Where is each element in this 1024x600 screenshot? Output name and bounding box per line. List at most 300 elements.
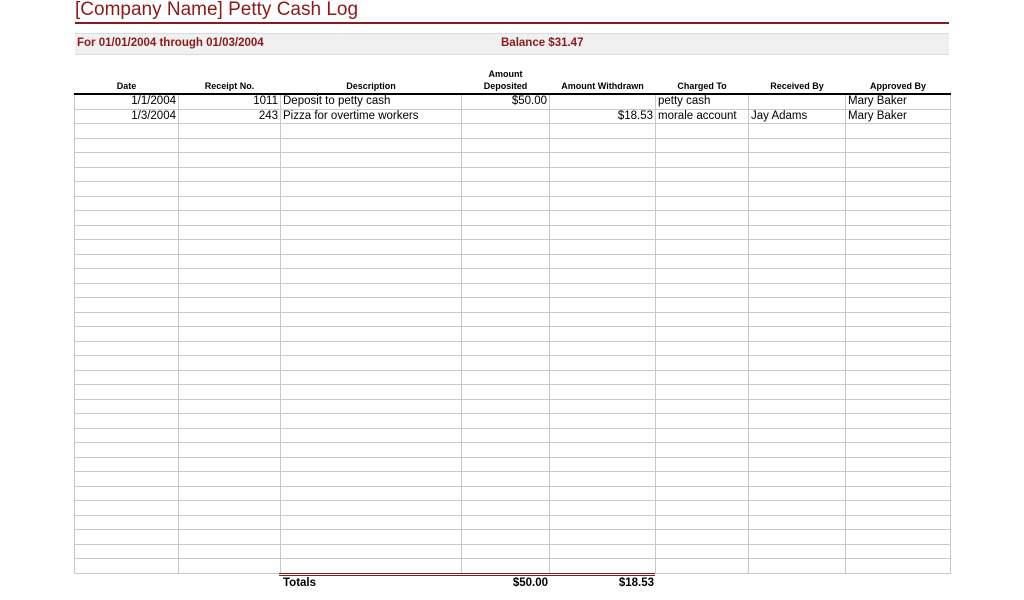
cell-date[interactable] bbox=[75, 283, 179, 298]
cell-deposited[interactable] bbox=[462, 138, 550, 153]
cell-description[interactable] bbox=[281, 182, 462, 197]
cell-deposited[interactable] bbox=[462, 385, 550, 400]
cell-receipt[interactable] bbox=[179, 254, 281, 269]
table-row[interactable] bbox=[75, 109, 951, 124]
cell-received[interactable] bbox=[749, 182, 846, 197]
cell-charged[interactable] bbox=[656, 327, 749, 342]
table-row[interactable] bbox=[75, 182, 951, 197]
cell-withdrawn[interactable] bbox=[550, 385, 656, 400]
cell-approved[interactable] bbox=[846, 443, 951, 458]
table-row[interactable] bbox=[75, 312, 951, 327]
cell-approved[interactable] bbox=[846, 167, 951, 182]
cell-withdrawn[interactable] bbox=[550, 312, 656, 327]
cell-receipt[interactable] bbox=[179, 414, 281, 429]
cell-receipt[interactable] bbox=[179, 124, 281, 139]
cell-deposited[interactable] bbox=[462, 356, 550, 371]
cell-received[interactable] bbox=[749, 544, 846, 559]
table-row[interactable] bbox=[75, 544, 951, 559]
cell-description[interactable] bbox=[281, 167, 462, 182]
cell-received[interactable] bbox=[749, 530, 846, 545]
cell-description[interactable] bbox=[281, 225, 462, 240]
cell-withdrawn[interactable] bbox=[550, 153, 656, 168]
cell-description[interactable] bbox=[281, 472, 462, 487]
cell-withdrawn[interactable] bbox=[550, 124, 656, 139]
cell-approved[interactable] bbox=[846, 385, 951, 400]
cell-receipt[interactable] bbox=[179, 153, 281, 168]
cell-description[interactable] bbox=[281, 428, 462, 443]
cell-deposited[interactable] bbox=[462, 472, 550, 487]
cell-charged[interactable] bbox=[656, 124, 749, 139]
cell-charged[interactable] bbox=[656, 399, 749, 414]
cell-withdrawn[interactable] bbox=[550, 414, 656, 429]
cell-charged[interactable] bbox=[656, 501, 749, 516]
cell-approved[interactable] bbox=[846, 544, 951, 559]
cell-withdrawn[interactable] bbox=[550, 254, 656, 269]
cell-withdrawn[interactable] bbox=[550, 138, 656, 153]
table-row[interactable] bbox=[75, 399, 951, 414]
cell-deposited[interactable] bbox=[462, 182, 550, 197]
table-row[interactable] bbox=[75, 472, 951, 487]
cell-charged[interactable]: petty cash bbox=[656, 94, 749, 109]
cell-withdrawn[interactable] bbox=[550, 240, 656, 255]
cell-withdrawn[interactable] bbox=[550, 544, 656, 559]
cell-received[interactable] bbox=[749, 153, 846, 168]
cell-date[interactable] bbox=[75, 559, 179, 574]
cell-receipt[interactable] bbox=[179, 298, 281, 313]
cell-withdrawn[interactable] bbox=[550, 428, 656, 443]
cell-deposited[interactable] bbox=[462, 370, 550, 385]
cell-withdrawn[interactable] bbox=[550, 501, 656, 516]
col-header-deposited-line1: Amount bbox=[488, 69, 523, 79]
cell-approved[interactable]: Mary Baker bbox=[846, 94, 951, 109]
cell-description[interactable] bbox=[281, 501, 462, 516]
cell-deposited[interactable] bbox=[462, 414, 550, 429]
table-row[interactable] bbox=[75, 254, 951, 269]
cell-charged[interactable]: morale account bbox=[656, 109, 749, 124]
cell-receipt[interactable] bbox=[179, 457, 281, 472]
cell-receipt[interactable] bbox=[179, 501, 281, 516]
table-row[interactable] bbox=[75, 457, 951, 472]
cell-date[interactable] bbox=[75, 254, 179, 269]
cell-description[interactable] bbox=[281, 356, 462, 371]
cell-withdrawn[interactable]: $18.53 bbox=[550, 109, 656, 124]
cell-received[interactable] bbox=[749, 443, 846, 458]
cell-approved[interactable] bbox=[846, 138, 951, 153]
cell-charged[interactable] bbox=[656, 414, 749, 429]
cell-deposited[interactable] bbox=[462, 298, 550, 313]
cell-withdrawn[interactable] bbox=[550, 457, 656, 472]
cell-receipt[interactable] bbox=[179, 515, 281, 530]
cell-description[interactable] bbox=[281, 153, 462, 168]
cell-date[interactable] bbox=[75, 356, 179, 371]
table-row[interactable] bbox=[75, 94, 951, 109]
cell-approved[interactable] bbox=[846, 472, 951, 487]
table-row[interactable] bbox=[75, 530, 951, 545]
cell-description[interactable] bbox=[281, 486, 462, 501]
cell-approved[interactable] bbox=[846, 312, 951, 327]
cell-withdrawn[interactable] bbox=[550, 341, 656, 356]
cell-date[interactable] bbox=[75, 153, 179, 168]
cell-deposited[interactable] bbox=[462, 254, 550, 269]
cell-charged[interactable] bbox=[656, 559, 749, 574]
cell-received[interactable] bbox=[749, 94, 846, 109]
cell-received[interactable] bbox=[749, 269, 846, 284]
cell-received[interactable] bbox=[749, 312, 846, 327]
cell-date[interactable] bbox=[75, 167, 179, 182]
cell-receipt[interactable] bbox=[179, 443, 281, 458]
cell-received[interactable] bbox=[749, 457, 846, 472]
cell-deposited[interactable] bbox=[462, 225, 550, 240]
cell-received[interactable] bbox=[749, 501, 846, 516]
cell-receipt[interactable] bbox=[179, 428, 281, 443]
cell-receipt[interactable] bbox=[179, 138, 281, 153]
cell-received[interactable] bbox=[749, 283, 846, 298]
cell-approved[interactable] bbox=[846, 211, 951, 226]
cell-deposited[interactable] bbox=[462, 167, 550, 182]
cell-description[interactable]: Pizza for overtime workers bbox=[281, 109, 462, 124]
cell-description[interactable] bbox=[281, 124, 462, 139]
cell-date[interactable] bbox=[75, 269, 179, 284]
table-row[interactable] bbox=[75, 298, 951, 313]
cell-charged[interactable] bbox=[656, 196, 749, 211]
cell-received[interactable] bbox=[749, 254, 846, 269]
cell-date[interactable] bbox=[75, 472, 179, 487]
cell-deposited[interactable] bbox=[462, 486, 550, 501]
cell-charged[interactable] bbox=[656, 182, 749, 197]
cell-received[interactable] bbox=[749, 341, 846, 356]
cell-withdrawn[interactable] bbox=[550, 443, 656, 458]
table-row[interactable] bbox=[75, 501, 951, 516]
cell-date[interactable] bbox=[75, 370, 179, 385]
cell-approved[interactable] bbox=[846, 559, 951, 574]
cell-charged[interactable] bbox=[656, 298, 749, 313]
table-row[interactable] bbox=[75, 124, 951, 139]
cell-deposited[interactable] bbox=[462, 501, 550, 516]
cell-date[interactable] bbox=[75, 530, 179, 545]
table-row[interactable] bbox=[75, 138, 951, 153]
cell-receipt[interactable] bbox=[179, 182, 281, 197]
cell-withdrawn[interactable] bbox=[550, 472, 656, 487]
cell-withdrawn[interactable] bbox=[550, 356, 656, 371]
cell-receipt[interactable] bbox=[179, 240, 281, 255]
cell-date[interactable] bbox=[75, 486, 179, 501]
cell-receipt[interactable] bbox=[179, 385, 281, 400]
cell-description[interactable] bbox=[281, 341, 462, 356]
cell-receipt[interactable] bbox=[179, 211, 281, 226]
cell-received[interactable] bbox=[749, 399, 846, 414]
cell-received[interactable] bbox=[749, 124, 846, 139]
cell-approved[interactable] bbox=[846, 370, 951, 385]
cell-approved[interactable] bbox=[846, 399, 951, 414]
cell-approved[interactable] bbox=[846, 457, 951, 472]
cell-charged[interactable] bbox=[656, 443, 749, 458]
cell-charged[interactable] bbox=[656, 225, 749, 240]
cell-description[interactable]: Deposit to petty cash bbox=[281, 94, 462, 109]
cell-date[interactable] bbox=[75, 211, 179, 226]
cell-description[interactable] bbox=[281, 385, 462, 400]
cell-date[interactable] bbox=[75, 225, 179, 240]
cell-charged[interactable] bbox=[656, 312, 749, 327]
cell-receipt[interactable] bbox=[179, 530, 281, 545]
cell-withdrawn[interactable] bbox=[550, 269, 656, 284]
cell-date[interactable] bbox=[75, 182, 179, 197]
cell-approved[interactable] bbox=[846, 196, 951, 211]
cell-deposited[interactable] bbox=[462, 544, 550, 559]
cell-approved[interactable]: Mary Baker bbox=[846, 109, 951, 124]
cell-deposited[interactable] bbox=[462, 240, 550, 255]
table-row[interactable] bbox=[75, 428, 951, 443]
cell-received[interactable] bbox=[749, 428, 846, 443]
cell-description[interactable] bbox=[281, 211, 462, 226]
table-row[interactable] bbox=[75, 211, 951, 226]
cell-deposited[interactable] bbox=[462, 196, 550, 211]
cell-approved[interactable] bbox=[846, 530, 951, 545]
cell-description[interactable] bbox=[281, 530, 462, 545]
cell-description[interactable] bbox=[281, 298, 462, 313]
cell-received[interactable] bbox=[749, 385, 846, 400]
cell-deposited[interactable] bbox=[462, 109, 550, 124]
cell-withdrawn[interactable] bbox=[550, 225, 656, 240]
cell-charged[interactable] bbox=[656, 544, 749, 559]
cell-deposited[interactable] bbox=[462, 269, 550, 284]
cell-received[interactable] bbox=[749, 240, 846, 255]
cell-deposited[interactable] bbox=[462, 515, 550, 530]
cell-description[interactable] bbox=[281, 443, 462, 458]
cell-date[interactable] bbox=[75, 240, 179, 255]
table-row[interactable] bbox=[75, 414, 951, 429]
cell-date[interactable] bbox=[75, 298, 179, 313]
cell-description[interactable] bbox=[281, 414, 462, 429]
cell-receipt[interactable] bbox=[179, 559, 281, 574]
cell-approved[interactable] bbox=[846, 501, 951, 516]
cell-receipt[interactable] bbox=[179, 283, 281, 298]
cell-charged[interactable] bbox=[656, 486, 749, 501]
cell-received[interactable] bbox=[749, 211, 846, 226]
cell-received[interactable] bbox=[749, 298, 846, 313]
cell-received[interactable] bbox=[749, 486, 846, 501]
cell-deposited[interactable] bbox=[462, 399, 550, 414]
cell-approved[interactable] bbox=[846, 327, 951, 342]
cell-charged[interactable] bbox=[656, 472, 749, 487]
table-row[interactable] bbox=[75, 356, 951, 371]
cell-received[interactable] bbox=[749, 167, 846, 182]
cell-received[interactable] bbox=[749, 370, 846, 385]
cell-receipt[interactable] bbox=[179, 544, 281, 559]
cell-receipt[interactable] bbox=[179, 167, 281, 182]
cell-date[interactable] bbox=[75, 443, 179, 458]
table-row[interactable] bbox=[75, 443, 951, 458]
table-row[interactable] bbox=[75, 515, 951, 530]
cell-deposited[interactable] bbox=[462, 283, 550, 298]
cell-charged[interactable] bbox=[656, 341, 749, 356]
cell-withdrawn[interactable] bbox=[550, 298, 656, 313]
cell-receipt[interactable]: 243 bbox=[179, 109, 281, 124]
cell-description[interactable] bbox=[281, 240, 462, 255]
cell-description[interactable] bbox=[281, 559, 462, 574]
cell-withdrawn[interactable] bbox=[550, 182, 656, 197]
cell-received[interactable]: Jay Adams bbox=[749, 109, 846, 124]
cell-charged[interactable] bbox=[656, 385, 749, 400]
cell-description[interactable] bbox=[281, 269, 462, 284]
cell-withdrawn[interactable] bbox=[550, 167, 656, 182]
cell-receipt[interactable] bbox=[179, 225, 281, 240]
table-row[interactable] bbox=[75, 153, 951, 168]
cell-charged[interactable] bbox=[656, 356, 749, 371]
cell-charged[interactable] bbox=[656, 167, 749, 182]
cell-description[interactable] bbox=[281, 515, 462, 530]
cell-deposited[interactable]: $50.00 bbox=[462, 94, 550, 109]
cell-date[interactable]: 1/1/2004 bbox=[75, 94, 179, 109]
cell-deposited[interactable] bbox=[462, 312, 550, 327]
cell-deposited[interactable] bbox=[462, 457, 550, 472]
table-row[interactable] bbox=[75, 225, 951, 240]
cell-date[interactable] bbox=[75, 501, 179, 516]
cell-deposited[interactable] bbox=[462, 124, 550, 139]
cell-approved[interactable] bbox=[846, 515, 951, 530]
table-row[interactable] bbox=[75, 486, 951, 501]
cell-date[interactable] bbox=[75, 544, 179, 559]
cell-approved[interactable] bbox=[846, 225, 951, 240]
cell-charged[interactable] bbox=[656, 283, 749, 298]
cell-approved[interactable] bbox=[846, 341, 951, 356]
cell-date[interactable] bbox=[75, 515, 179, 530]
cell-deposited[interactable] bbox=[462, 327, 550, 342]
cell-charged[interactable] bbox=[656, 153, 749, 168]
cell-receipt[interactable] bbox=[179, 341, 281, 356]
cell-withdrawn[interactable] bbox=[550, 530, 656, 545]
cell-received[interactable] bbox=[749, 225, 846, 240]
cell-received[interactable] bbox=[749, 472, 846, 487]
cell-receipt[interactable] bbox=[179, 472, 281, 487]
table-row[interactable] bbox=[75, 385, 951, 400]
cell-date[interactable] bbox=[75, 457, 179, 472]
cell-receipt[interactable] bbox=[179, 399, 281, 414]
cell-withdrawn[interactable] bbox=[550, 486, 656, 501]
table-row[interactable] bbox=[75, 283, 951, 298]
table-row[interactable] bbox=[75, 269, 951, 284]
cell-charged[interactable] bbox=[656, 515, 749, 530]
cell-approved[interactable] bbox=[846, 269, 951, 284]
cell-receipt[interactable] bbox=[179, 370, 281, 385]
cell-date[interactable] bbox=[75, 414, 179, 429]
cell-approved[interactable] bbox=[846, 486, 951, 501]
cell-description[interactable] bbox=[281, 399, 462, 414]
cell-description[interactable] bbox=[281, 327, 462, 342]
cell-charged[interactable] bbox=[656, 457, 749, 472]
col-header-date: Date bbox=[75, 63, 179, 94]
cell-receipt[interactable] bbox=[179, 312, 281, 327]
cell-approved[interactable] bbox=[846, 283, 951, 298]
cell-description[interactable] bbox=[281, 138, 462, 153]
table-row[interactable] bbox=[75, 167, 951, 182]
cell-date[interactable] bbox=[75, 196, 179, 211]
cell-charged[interactable] bbox=[656, 240, 749, 255]
cell-date[interactable] bbox=[75, 138, 179, 153]
table-row[interactable] bbox=[75, 327, 951, 342]
cell-withdrawn[interactable] bbox=[550, 196, 656, 211]
cell-withdrawn[interactable] bbox=[550, 283, 656, 298]
cell-charged[interactable] bbox=[656, 530, 749, 545]
cell-received[interactable] bbox=[749, 138, 846, 153]
cell-description[interactable] bbox=[281, 457, 462, 472]
cell-approved[interactable] bbox=[846, 298, 951, 313]
cell-deposited[interactable] bbox=[462, 443, 550, 458]
cell-charged[interactable] bbox=[656, 254, 749, 269]
table-row[interactable] bbox=[75, 240, 951, 255]
cell-description[interactable] bbox=[281, 283, 462, 298]
cell-received[interactable] bbox=[749, 327, 846, 342]
cell-withdrawn[interactable] bbox=[550, 515, 656, 530]
cell-received[interactable] bbox=[749, 515, 846, 530]
cell-approved[interactable] bbox=[846, 356, 951, 371]
cell-deposited[interactable] bbox=[462, 341, 550, 356]
cell-date[interactable] bbox=[75, 327, 179, 342]
cell-charged[interactable] bbox=[656, 211, 749, 226]
cell-charged[interactable] bbox=[656, 370, 749, 385]
cell-deposited[interactable] bbox=[462, 530, 550, 545]
cell-receipt[interactable] bbox=[179, 486, 281, 501]
cell-withdrawn[interactable] bbox=[550, 559, 656, 574]
cell-date[interactable] bbox=[75, 341, 179, 356]
cell-description[interactable] bbox=[281, 544, 462, 559]
cell-received[interactable] bbox=[749, 196, 846, 211]
cell-receipt[interactable] bbox=[179, 356, 281, 371]
table-row[interactable] bbox=[75, 341, 951, 356]
cell-receipt[interactable] bbox=[179, 196, 281, 211]
cell-withdrawn[interactable] bbox=[550, 327, 656, 342]
cell-description[interactable] bbox=[281, 312, 462, 327]
cell-withdrawn[interactable] bbox=[550, 399, 656, 414]
table-row[interactable] bbox=[75, 370, 951, 385]
cell-approved[interactable] bbox=[846, 254, 951, 269]
cell-withdrawn[interactable] bbox=[550, 211, 656, 226]
cell-date[interactable] bbox=[75, 428, 179, 443]
cell-deposited[interactable] bbox=[462, 153, 550, 168]
cell-approved[interactable] bbox=[846, 428, 951, 443]
cell-date[interactable]: 1/3/2004 bbox=[75, 109, 179, 124]
cell-received[interactable] bbox=[749, 356, 846, 371]
cell-charged[interactable] bbox=[656, 269, 749, 284]
cell-deposited[interactable] bbox=[462, 428, 550, 443]
cell-withdrawn[interactable] bbox=[550, 370, 656, 385]
col-header-withdrawn: Amount Withdrawn bbox=[550, 63, 656, 94]
table-row[interactable] bbox=[75, 559, 951, 574]
cell-approved[interactable] bbox=[846, 414, 951, 429]
table-row[interactable] bbox=[75, 196, 951, 211]
cell-received[interactable] bbox=[749, 414, 846, 429]
cell-deposited[interactable] bbox=[462, 211, 550, 226]
cell-receipt[interactable] bbox=[179, 327, 281, 342]
cell-date[interactable] bbox=[75, 124, 179, 139]
cell-description[interactable] bbox=[281, 254, 462, 269]
cell-receipt[interactable]: 1011 bbox=[179, 94, 281, 109]
cell-approved[interactable] bbox=[846, 240, 951, 255]
cell-approved[interactable] bbox=[846, 182, 951, 197]
cell-charged[interactable] bbox=[656, 428, 749, 443]
cell-received[interactable] bbox=[749, 559, 846, 574]
cell-receipt[interactable] bbox=[179, 269, 281, 284]
cell-description[interactable] bbox=[281, 370, 462, 385]
cell-description[interactable] bbox=[281, 196, 462, 211]
cell-approved[interactable] bbox=[846, 153, 951, 168]
cell-withdrawn[interactable] bbox=[550, 94, 656, 109]
cell-approved[interactable] bbox=[846, 124, 951, 139]
cell-deposited[interactable] bbox=[462, 559, 550, 574]
cell-date[interactable] bbox=[75, 399, 179, 414]
cell-charged[interactable] bbox=[656, 138, 749, 153]
cell-date[interactable] bbox=[75, 385, 179, 400]
cell-date[interactable] bbox=[75, 312, 179, 327]
